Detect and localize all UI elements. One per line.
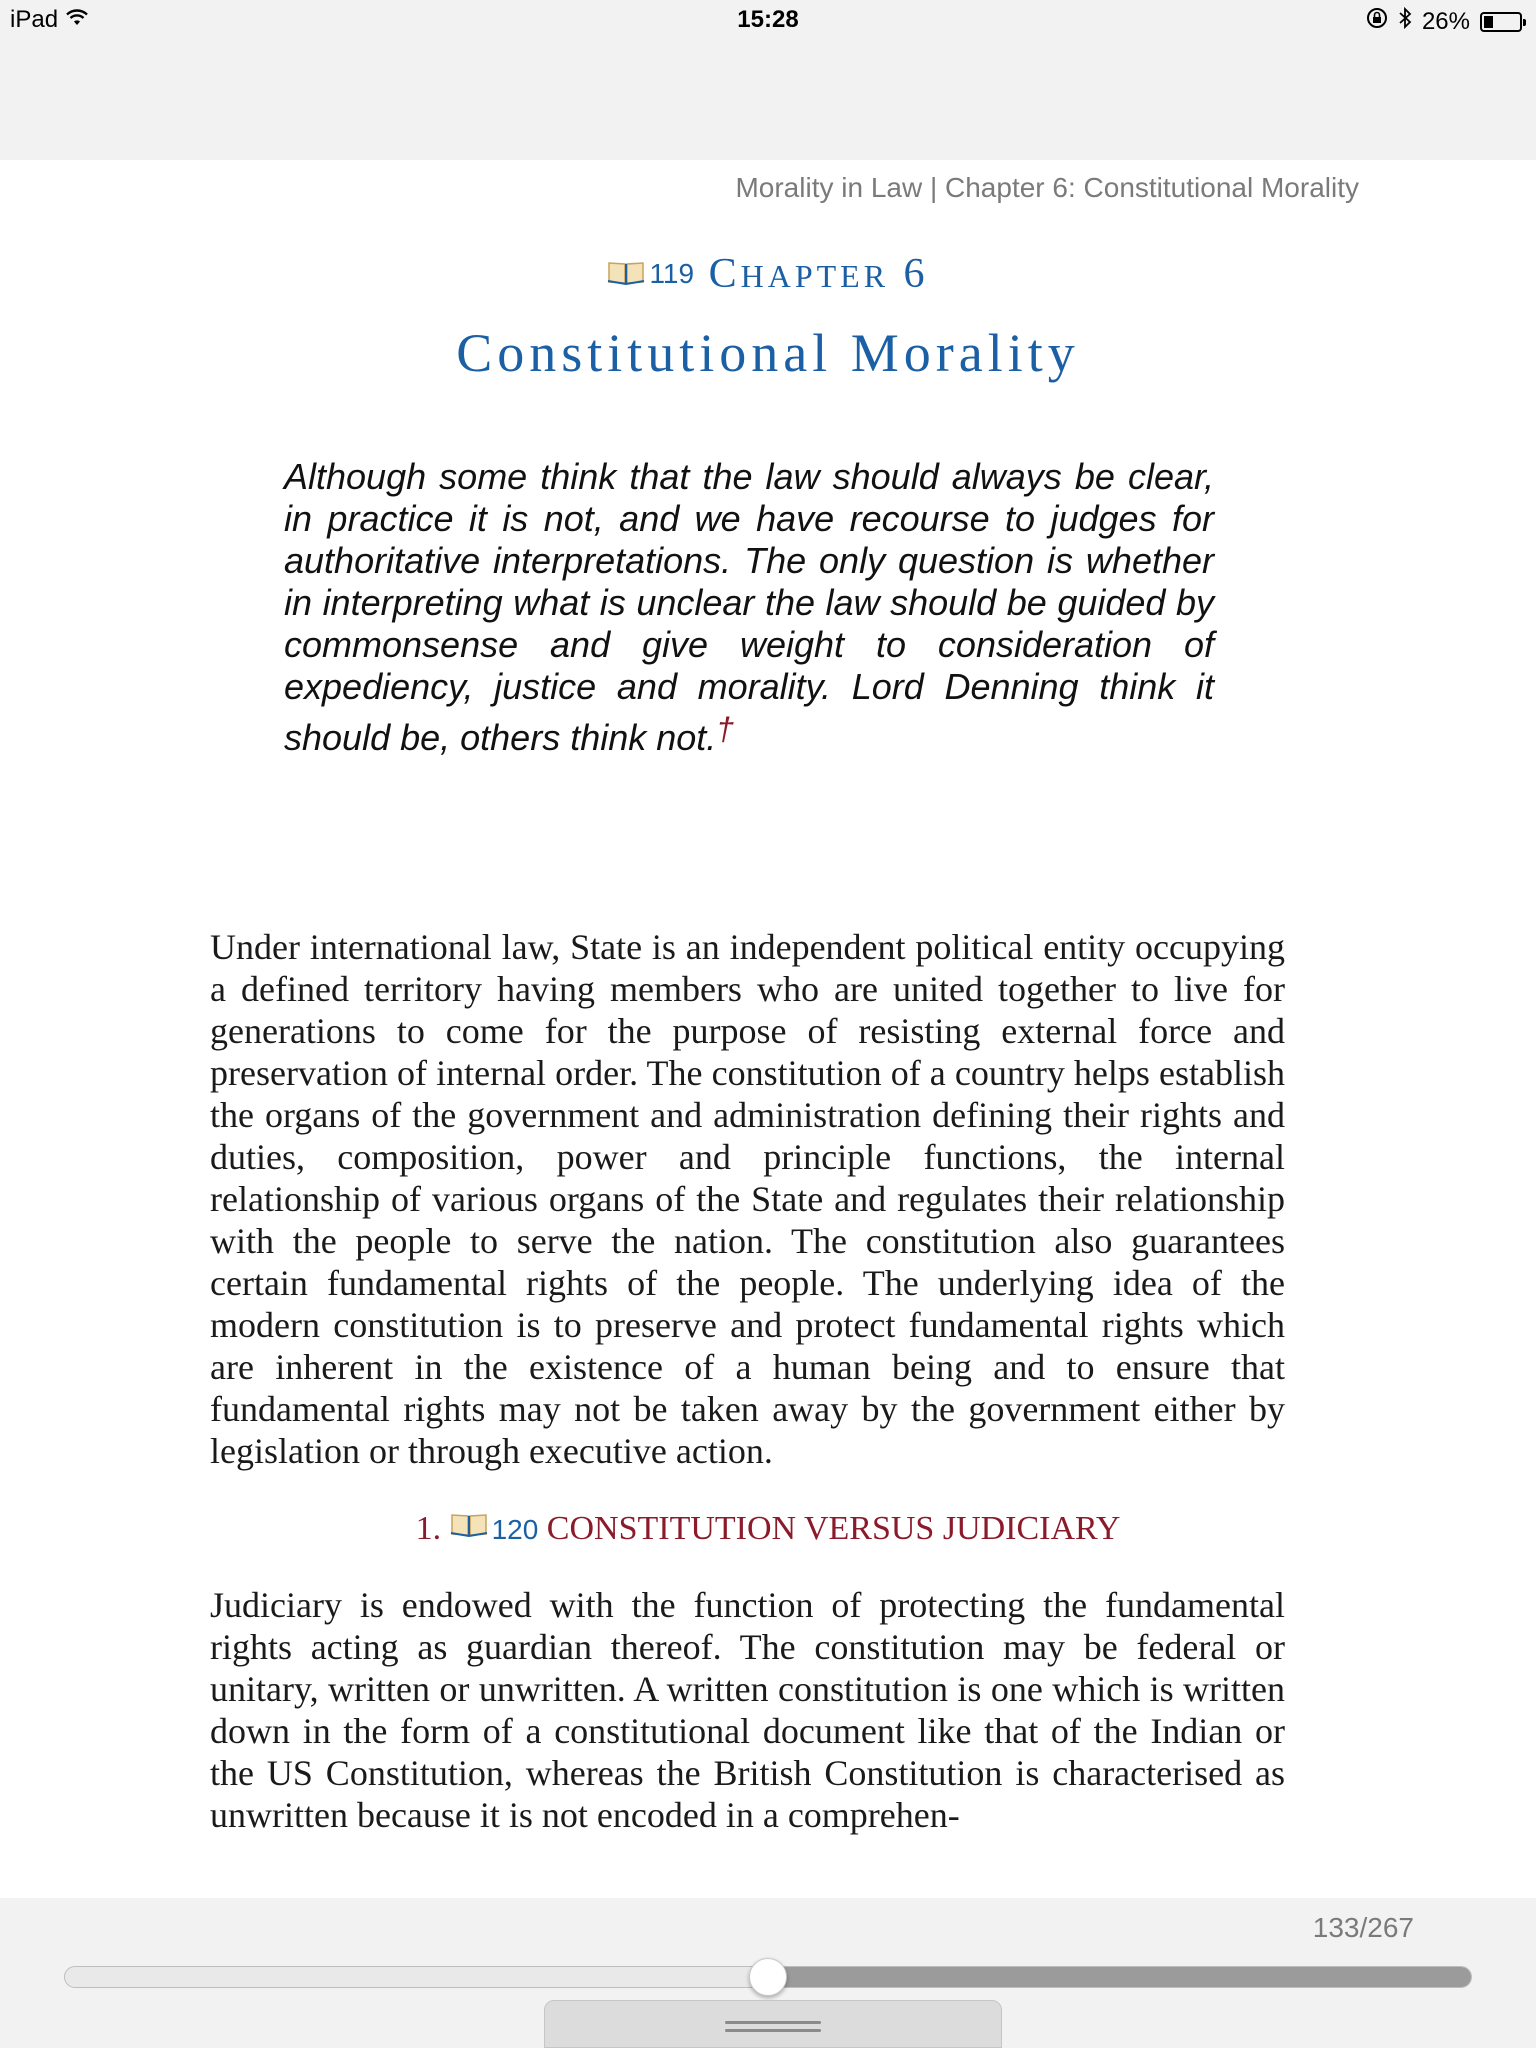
top-toolbar <box>0 0 1536 160</box>
chapter-number: 6 <box>903 251 929 297</box>
epigraph-text: Although some think that the law should always be clear, in practice it is not, and we have recourse to judges for authoritative interpretations. The only question is whether in interpreting what is unclear the law should be guided by commonsense and give weight to consideration of expediency, justice and morality. Lord Denning think it should be, others think not. <box>284 456 1214 758</box>
page-marker[interactable]: 119 <box>649 258 695 289</box>
battery-icon <box>1480 12 1522 32</box>
chapter-label <box>0 248 1536 298</box>
clock: 15:28 <box>737 6 799 33</box>
battery-level <box>1484 16 1493 28</box>
epigraph <box>284 456 1214 759</box>
chapter-word: HAPTER <box>740 258 890 294</box>
battery-percent: 26% <box>1421 7 1470 35</box>
device-name: iPad <box>10 6 59 33</box>
rotation-lock-icon <box>1366 7 1388 36</box>
book-icon[interactable] <box>607 248 645 296</box>
grip-line-2 <box>725 2029 821 2032</box>
page-slider-remaining <box>767 1967 1471 1987</box>
page-count: 133/267 <box>1312 1912 1414 1943</box>
chapter-title: Constitutional Morality <box>456 323 1080 383</box>
section-heading <box>0 1508 1536 1548</box>
page-slider-thumb[interactable] <box>749 1958 787 1996</box>
book-icon-section[interactable] <box>450 1508 488 1546</box>
running-head: Morality in Law | Chapter 6: Constitutional Morality <box>735 172 1359 203</box>
footnote-marker[interactable]: † <box>716 711 735 747</box>
status-right <box>1366 6 1522 37</box>
body-paragraph-1: Under international law, State is an independent political entity occupying a defined territory having members who are united together to live for generations to come for the purpose of resisting external force and preservation of internal order. The constitution of a country helps establish the organs of the government and administration defining their rights and duties, composition, power and principle functions, the internal relationship of various organs of the State and regulates their relationship with the people to serve the nation. The constitution also guarantees certain fundamental rights of the people. The underlying idea of the modern constitution is to preserve and protect fundamental rights which are inherent in the existence of a human being and to ensure that fundamental rights may not be taken away by the government either by legislation or through executive action. <box>210 927 1285 1471</box>
chapter-initial: C <box>708 251 741 297</box>
section-number: 1. <box>415 1510 442 1547</box>
body-paragraph-2: Judiciary is endowed with the function of protecting the fundamental rights acting as guardian thereof. The constitution may be federal or unitary, written or unwritten. A written constitution is one which is written down in the form of a constitutional document like that of the Indian or the US Constitution, whereas the British Constitution is characterised as unwritten because it is not encoded in a comprehen- <box>210 1585 1285 1835</box>
section-page-marker[interactable]: 120 <box>491 1514 539 1545</box>
grip-line-1 <box>725 2021 821 2024</box>
section-title: CONSTITUTION VERSUS JUDICIARY <box>546 1510 1121 1547</box>
bluetooth-icon <box>1398 6 1412 37</box>
bottom-drawer-handle[interactable] <box>544 2000 1002 2048</box>
